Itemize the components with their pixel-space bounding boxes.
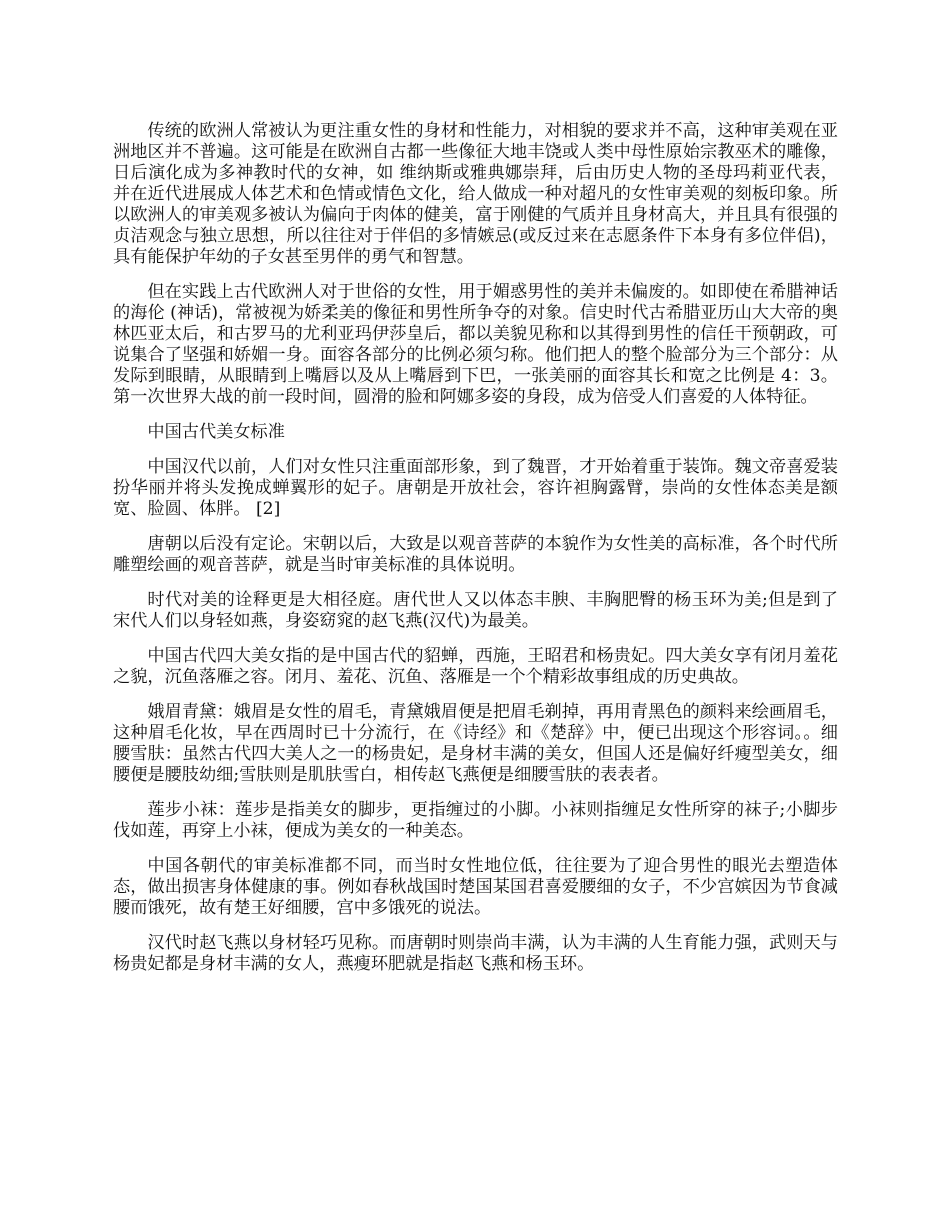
paragraph-eyebrows-waist: 娥眉青黛：娥眉是女性的眉毛，青黛娥眉便是把眉毛剃掉，再用青黑色的颜料来绘画眉毛，这种眉毛化妆，早在西周时已十分流行，在《诗经》和《楚辞》中，便已出现这个形容词。。细腰雪肤：虽然古代四大美人之一的杨贵妃，是身材丰满的美女，但国人还是偏好纤瘦型美女，细腰便是腰肢幼细;雪肤则是肌肤雪白，相传赵飞燕便是细腰雪肤的表表者。 [113,702,838,785]
paragraph-after-tang: 唐朝以后没有定论。宋朝以后，大致是以观音菩萨的本貌作为女性美的高标准，各个时代所雕塑绘画的观音菩萨，就是当时审美标准的具体说明。 [113,534,838,575]
paragraph-european-beauty: 传统的欧洲人常被认为更注重女性的身材和性能力，对相貌的要求并不高，这种审美观在亚洲地区并不普遍。这可能是在欧洲自古都一些像征大地丰饶或人类中母性原始宗教巫术的雕像，日后演化成为多神教时代的女神，如 维纳斯或雅典娜崇拜，后由历史人物的圣母玛莉亚代表，并在近代进展成人体艺术和色情或情色文化，给人做成一种对超凡的女性审美观的刻板印象。所以欧洲人的审美观多被认为偏向于肉体的健美，富于刚健的气质并且身材高大，并且具有很强的贞洁观念与独立思想，所以往往对于伴侣的多情嫉忌(或反过来在志愿条件下本身有多位伴侣)，具有能保护年幼的子女甚至男伴的勇气和智慧。 [113,121,838,267]
paragraph-han-dynasty: 中国汉代以前，人们对女性只注重面部形象，到了魏晋，才开始着重于装饰。魏文帝喜爱装扮华丽并将头发挽成蝉翼形的妃子。唐朝是开放社会，容许袒胸露臂，崇尚的女性体态美是额宽、脸圆、体胖。 [2] [113,457,838,519]
paragraph-era-interpretation: 时代对美的诠释更是大相径庭。唐代世人又以体态丰腴、丰胸肥臀的杨玉环为美;但是到了宋代人们以身轻如燕，身姿窈窕的赵飞燕(汉代)为最美。 [113,590,838,631]
document-body [113,121,838,989]
paragraph-zhao-feiyan: 汉代时赵飞燕以身材轻巧见称。而唐朝时则崇尚丰满，认为丰满的人生育能力强，武则天与杨贵妃都是身材丰满的女人，燕瘦环肥就是指赵飞燕和杨玉环。 [113,933,838,974]
paragraph-ancient-europe: 但在实践上古代欧洲人对于世俗的女性，用于媚惑男性的美并未偏废的。如即使在希腊神话的海伦 (神话)，常被视为娇柔美的像征和男性所争夺的对象。信史时代古希腊亚历山大大帝的奥林匹亚太后，和古罗马的尤利亚玛伊莎皇后，都以美貌见称和以其得到男性的信任干预朝政，可说集合了坚强和娇媚一身。面容各部分的比例必须匀称。他们把人的整个脸部分为三个部分：从发际到眼睛，从眼睛到上嘴唇以及从上嘴唇到下巴，一张美丽的面容其长和宽之比例是 4：3。第一次世界大战的前一段时间，圆滑的脸和阿娜多姿的身段，成为倍受人们喜爱的人体特征。 [113,282,838,407]
paragraph-dynasty-standards: 中国各朝代的审美标准都不同，而当时女性地位低，往往要为了迎合男性的眼光去塑造体态，做出损害身体健康的事。例如春秋战国时楚国某国君喜爱腰细的女子，不少宫嫔因为节食减腰而饿死，故有楚王好细腰，宫中多饿死的说法。 [113,856,838,918]
section-heading: 中国古代美女标准 [147,422,285,442]
paragraph-four-beauties: 中国古代四大美女指的是中国古代的貂蝉，西施，王昭君和杨贵妃。四大美女享有闭月羞花之貌，沉鱼落雁之容。闭月、羞花、沉鱼、落雁是一个个精彩故事组成的历史典故。 [113,646,838,687]
paragraph-lotus-steps: 莲步小袜：莲步是指美女的脚步，更指缠过的小脚。小袜则指缠足女性所穿的袜子;小脚步伐如莲，再穿上小袜，便成为美女的一种美态。 [113,800,838,841]
